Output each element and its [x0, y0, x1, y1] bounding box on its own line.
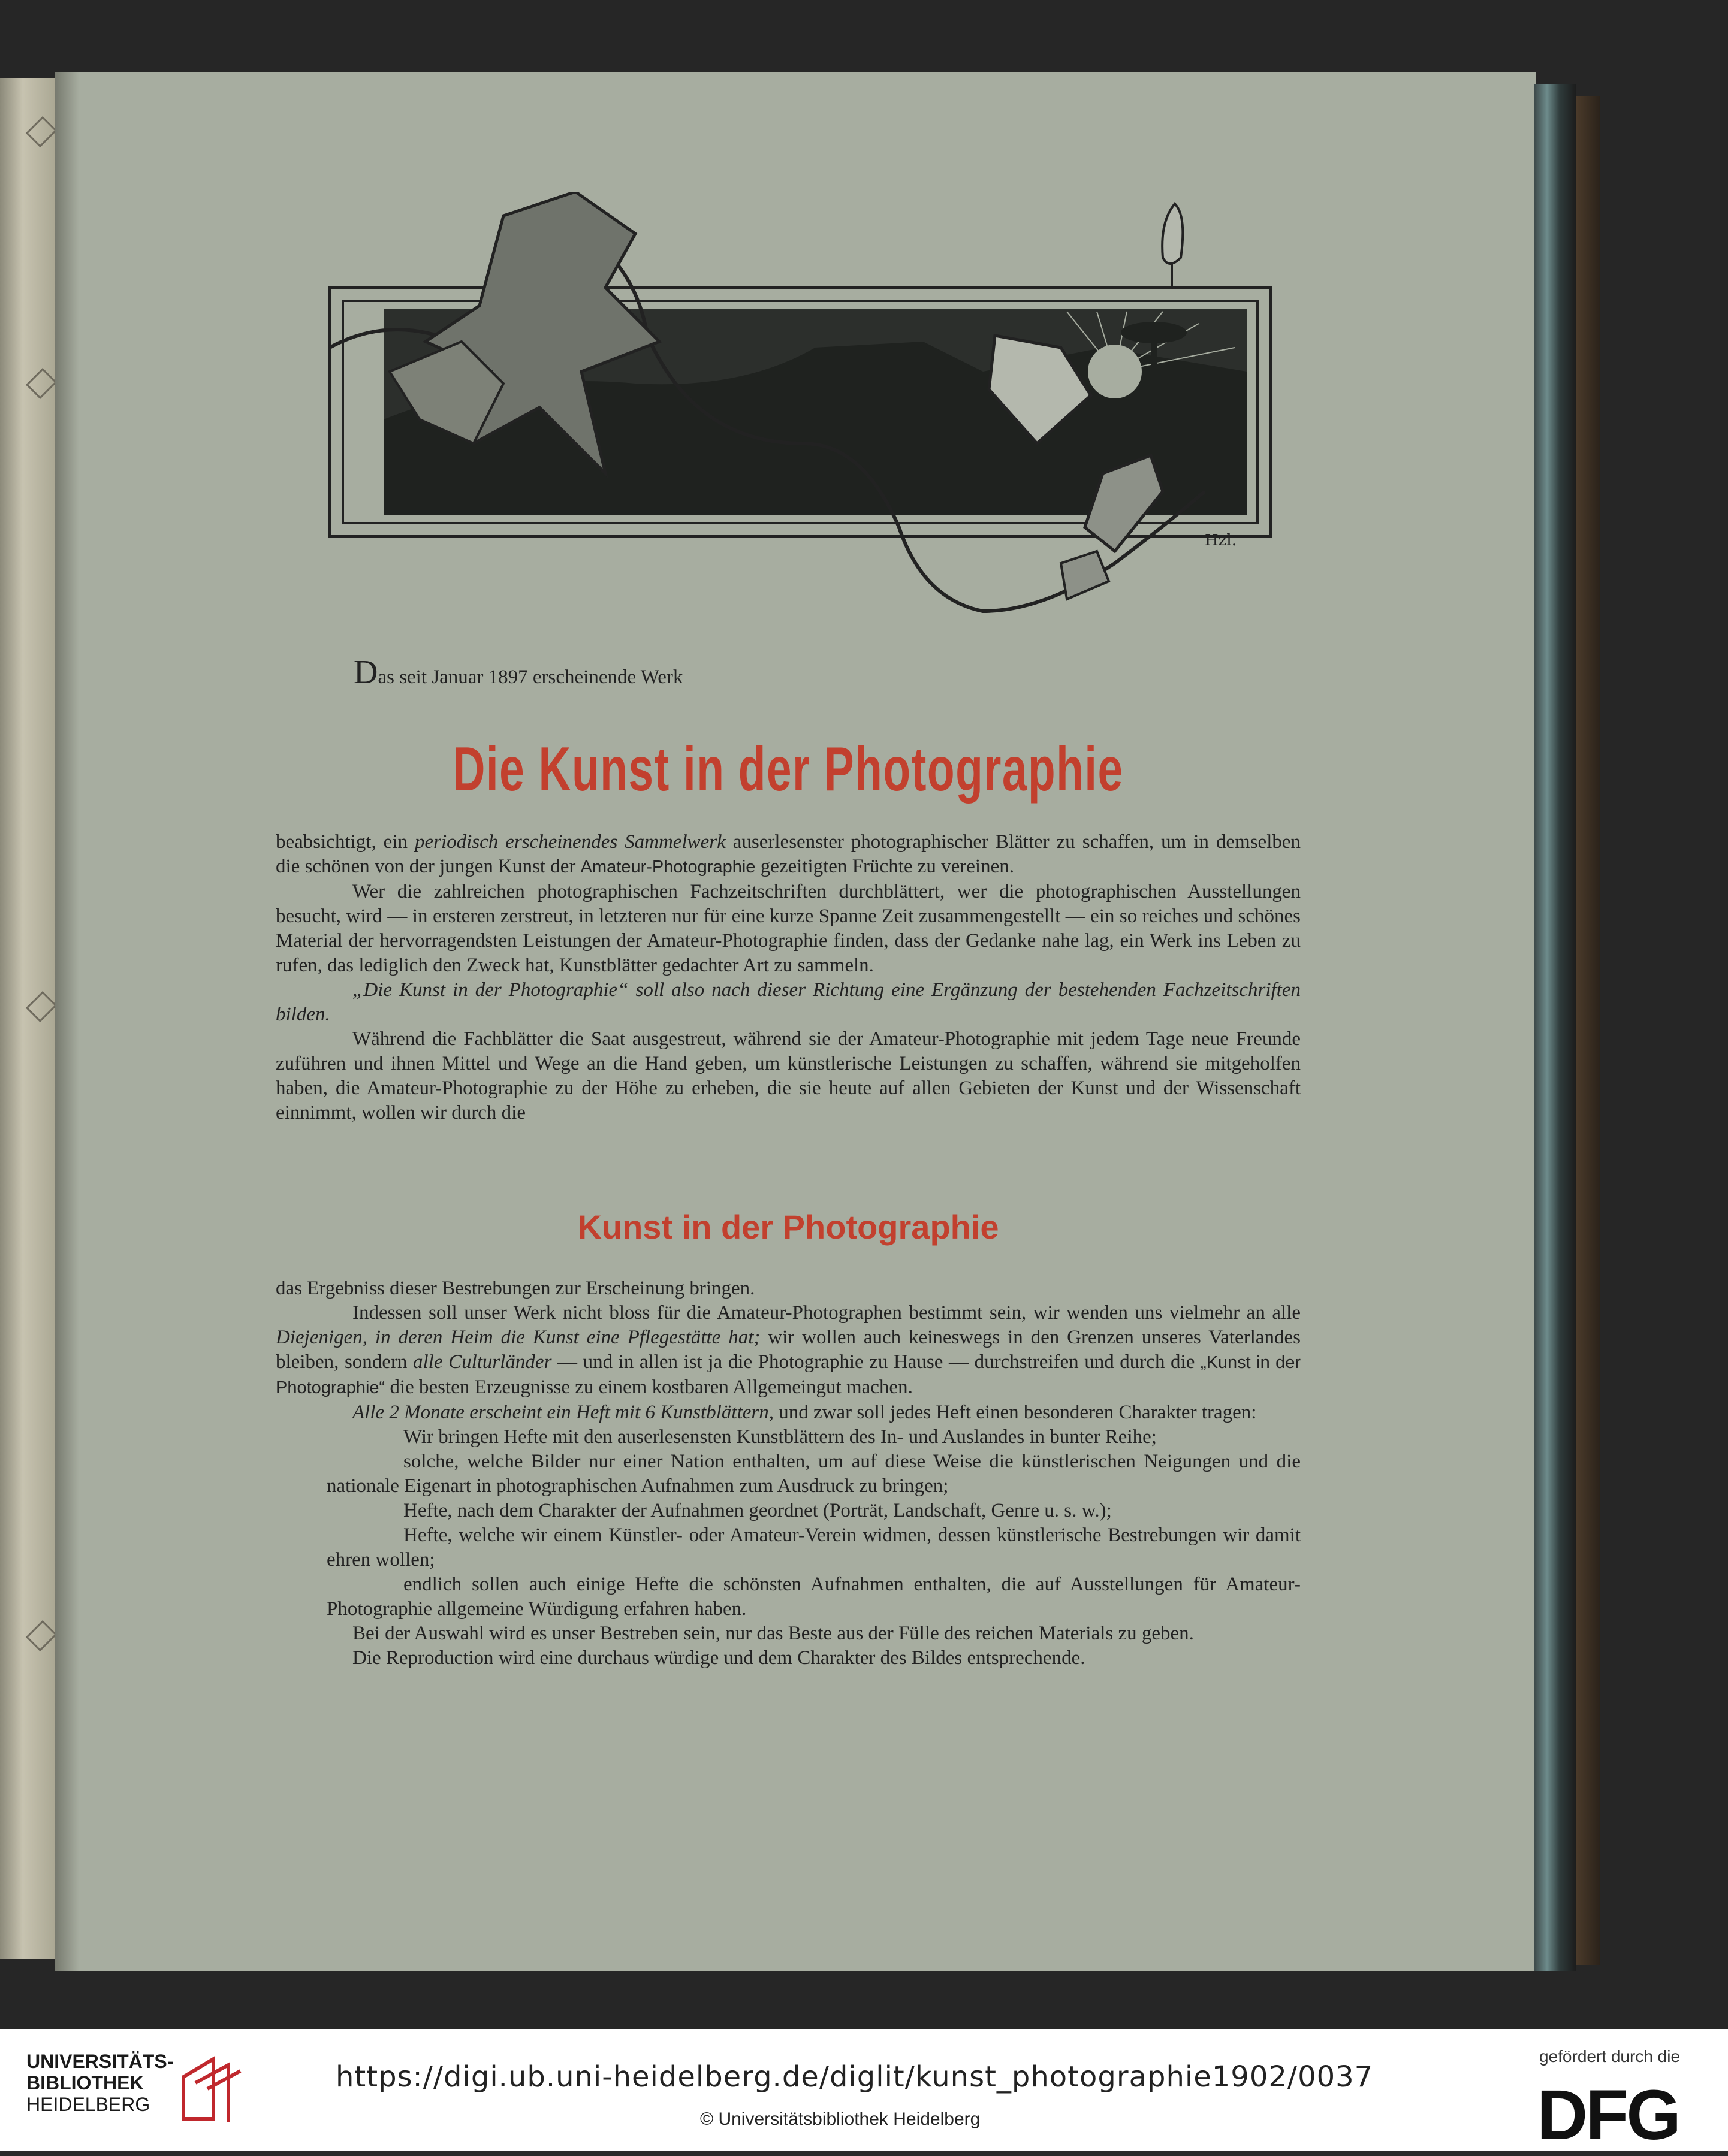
library-logo-icon [177, 2053, 243, 2125]
library-logo-text[interactable]: UNIVERSITÄTS- BIBLIOTHEK HEIDELBERG [26, 2051, 174, 2115]
vignette-signature: Hzl. [1205, 532, 1237, 549]
list-item: Wir bringen Hefte mit den auserlesensten Kunstblättern des In- und Auslandes in bunter Reihe; [403, 1426, 1157, 1448]
emphasis: alle Culturländer [413, 1351, 552, 1373]
permalink-url[interactable]: https://digi.ub.uni-heidelberg.de/diglit/kunst_photographie1902/0037 [336, 2060, 1374, 2094]
dfg-logo[interactable]: DFG [1537, 2076, 1679, 2155]
left-page-edge [0, 78, 57, 1959]
spine-shadow [55, 72, 79, 1971]
emphasis: Diejenigen, in deren Heim die Kunst eine Pflegestätte hat; [276, 1327, 761, 1348]
sub-title: Kunst in der Photographie [577, 1208, 999, 1246]
emphasis-bold: „Kunst in der Photographie“ [276, 1353, 1301, 1397]
paragraph: beabsichtigt, ein periodisch erscheinendes Sammelwerk auserlesenster photographischer Blätter zu schaffen, um in demselben die schönen von der jungen Kunst der Amateur-Photographie gezeitigten Früchte zu vereinen. [276, 831, 1301, 877]
book-cover-edge [1534, 84, 1576, 1971]
text-block-2 [276, 1276, 1301, 1671]
text-block-1 [276, 830, 1301, 1125]
main-title: Die Kunst in der Photographie [453, 735, 1124, 804]
intro-line [354, 653, 683, 692]
footer-bar [0, 2029, 1728, 2155]
list-item: Hefte, welche wir einem Künstler- oder Amateur-Verein widmen, dessen künstlerische Bestrebungen wir damit ehren wollen; [327, 1524, 1301, 1571]
decorative-vignette [324, 192, 1319, 647]
paragraph: „Die Kunst in der Photographie“ soll also nach dieser Richtung eine Ergänzung der bestehenden Fachzeitschriften bilden. [276, 979, 1301, 1025]
emphasis: Alle 2 Monate erscheint ein Heft mit 6 Kunstblättern, [352, 1402, 774, 1423]
paragraph: Die Reproduction wird eine durchaus würdige und dem Charakter des Bildes entsprechende. [352, 1647, 1085, 1669]
emphasis-bold: Amateur-Photographie [580, 857, 756, 877]
intro-text: as seit Januar 1897 erscheinende Werk [378, 666, 683, 688]
book-cover-edge [1576, 96, 1600, 1965]
paragraph: Wer die zahlreichen photographischen Fachzeitschriften durchblättert, wer die photographischen Ausstellungen besucht, wird — in ersteren zerstreut, in letzteren nur für eine kurze Spanne Zeit zusammengestellt — ein so reiches und schönes Material der hervorragendsten Leistungen der Amateur-Photographie finden, dass der Gedanke nahe lag, ein Werk ins Leben zu rufen, das lediglich den Zweck hat, Kunstblätter gedachter Art zu sammeln. [276, 881, 1301, 976]
paragraph: Bei der Auswahl wird es unser Bestreben sein, nur das Beste aus der Fülle des reichen Materials zu geben. [352, 1623, 1194, 1644]
list-item: endlich sollen auch einige Hefte die schönsten Aufnahmen enthalten, die auf Ausstellungen für Amateur-Photographie allgemeine Würdigung erfahren haben. [327, 1574, 1301, 1620]
copyright-notice: © Universitätsbibliothek Heidelberg [700, 2109, 981, 2129]
intro-initial: D [354, 654, 378, 691]
paragraph: das Ergebniss dieser Bestrebungen zur Erscheinung bringen. [276, 1278, 755, 1299]
paragraph: Alle 2 Monate erscheint ein Heft mit 6 Kunstblättern, und zwar soll jedes Heft einen besonderen Charakter tragen: [352, 1402, 1257, 1423]
funding-label: gefördert durch die [1539, 2047, 1681, 2066]
paragraph: Indessen soll unser Werk nicht bloss für die Amateur-Photographen bestimmt sein, wir wenden uns vielmehr an alle Diejenigen, in deren Heim die Kunst eine Pflegestätte hat; wir wollen auch keineswegs in den Grenzen unseres Vaterlandes bleiben, sondern alle Culturländer — und in allen ist ja die Photographie zu Hause — durchstreifen und durch die „Kunst in der Photographie“ die besten Erzeugnisse zu einem kostbaren Allgemeingut machen. [276, 1302, 1301, 1398]
list-item: Hefte, nach dem Charakter der Aufnahmen geordnet (Porträt, Landschaft, Genre u. s. w.); [403, 1500, 1112, 1521]
paragraph: Während die Fachblätter die Saat ausgestreut, während sie der Amateur-Photographie mit jedem Tage neue Freunde zuführen und ihnen Mittel und Wege an die Hand geben, um künstlerische Leistungen zu schaffen, während sie mitgeholfen haben, die Amateur-Photographie zu der Höhe zu erheben, die sie heute auf allen Gebieten der Kunst und der Wissenschaft einnimmt, wollen wir durch die [276, 1028, 1301, 1124]
emphasis: periodisch erscheinendes Sammelwerk [414, 831, 726, 853]
list-item: solche, welche Bilder nur einer Nation enthalten, um auf diese Weise die künstlerischen Neigungen und die nationale Eigenart in photographischen Aufnahmen zum Ausdruck zu bringen; [327, 1451, 1301, 1497]
